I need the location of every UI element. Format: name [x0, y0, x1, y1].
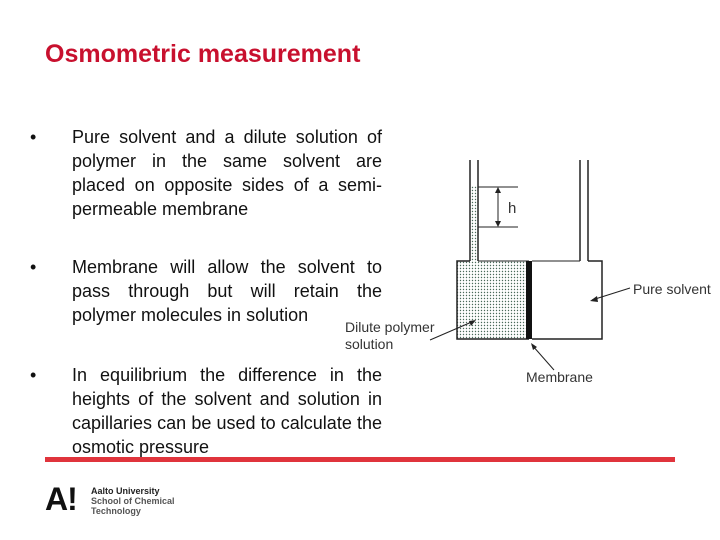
- osmometer-diagram: [336, 150, 716, 405]
- school-name-line1: School of Chemical: [91, 496, 175, 506]
- bullet-item: • Membrane will allow the solvent to pass through but will retain the polymer molecules in solution: [30, 255, 382, 327]
- membrane-arrow: [532, 345, 554, 370]
- bullet-item: • Pure solvent and a dilute solution of polymer in the same solvent are placed on opposite sides of a semi-permeable membrane: [30, 125, 382, 221]
- bullet-item: • In equilibrium the difference in the heights of the solvent and solution in capillaries can be used to calculate the osmotic pressure: [30, 363, 382, 459]
- membrane-label: Membrane: [526, 369, 593, 385]
- pure-solvent-arrow-head: [590, 296, 598, 302]
- solution-fill: [457, 261, 529, 339]
- osmometer-illustration: [336, 150, 716, 400]
- dilute-polymer-label: [345, 319, 434, 353]
- membrane: [526, 261, 532, 339]
- height-arrow-head-bottom: [495, 221, 501, 227]
- height-label: h: [508, 200, 517, 217]
- university-name: Aalto University: [91, 486, 160, 496]
- aalto-logo-text: [91, 486, 231, 516]
- school-name-line2: Technology: [91, 506, 141, 516]
- footer-divider: [45, 457, 675, 462]
- solution-capillary-fill: [471, 186, 477, 261]
- bullet-list: [30, 125, 382, 493]
- dilute-polymer-label-line1: Dilute polymer: [345, 319, 435, 335]
- dilute-polymer-label-line2: solution: [345, 336, 394, 352]
- pure-solvent-label: Pure solvent: [633, 281, 711, 297]
- height-arrow-head-top: [495, 187, 501, 193]
- pure-solvent-arrow: [592, 288, 630, 300]
- slide-title: Osmometric measurement: [45, 40, 361, 68]
- aalto-logo-mark: A!: [45, 481, 77, 517]
